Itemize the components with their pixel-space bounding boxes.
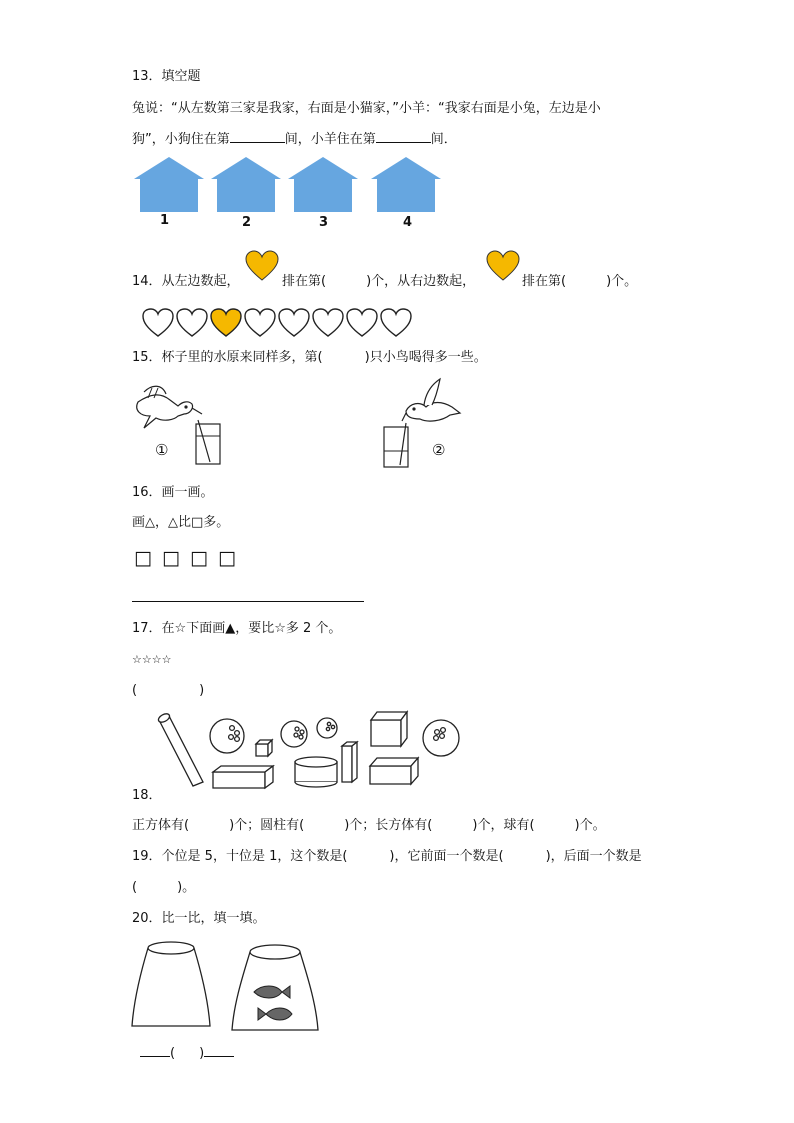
- heart-icon: [279, 309, 309, 336]
- bird-drinking-1: [130, 380, 250, 470]
- house-label-2: 2: [242, 215, 252, 230]
- q20-answer[interactable]: ( ): [140, 1045, 234, 1063]
- q13-blank-sheep[interactable]: [376, 142, 431, 143]
- q16-heading: 16．画一画。: [132, 485, 214, 500]
- q16-answer-line[interactable]: [132, 601, 364, 602]
- q18-number: 18．: [132, 788, 162, 803]
- q14-heart-icon-1: [245, 250, 279, 282]
- heart-icon: [347, 309, 377, 336]
- q14-heart-icon-2: [486, 250, 520, 282]
- q20-heading: 20．比一比，填一填。: [132, 911, 266, 926]
- q17-answer[interactable]: ( ): [132, 683, 205, 698]
- heart-icon: [313, 309, 343, 336]
- heart-row: [142, 308, 422, 338]
- heart-icon: [143, 309, 173, 336]
- bird-drinking-2: [380, 375, 480, 470]
- vases: [130, 938, 330, 1038]
- heart-icon: [381, 309, 411, 336]
- q14-part-b: 排在第( )个，从右边数起，: [282, 274, 476, 289]
- house-row: [0, 155, 794, 235]
- q13-heading: 13．填空题: [132, 69, 201, 84]
- q15-label-2: ②: [432, 441, 446, 459]
- heart-icon: [245, 309, 275, 336]
- q14-part-a: 14．从左边数起，: [132, 274, 240, 289]
- q19-line2: ( )。: [132, 880, 196, 895]
- q19-line1: 19．个位是 5，十位是 1，这个数是( )，它前面一个数是( )，后面一个数是: [132, 849, 642, 864]
- q18-text: 正方体有( )个；圆柱有( )个；长方体有( )个，球有( )个。: [132, 818, 606, 833]
- house-1: [134, 157, 204, 212]
- house-3: [288, 157, 358, 212]
- house-label-1: 1: [160, 213, 170, 228]
- house-4: [371, 157, 441, 212]
- heart-icon: [177, 309, 207, 336]
- q16-squares: □ □ □ □: [134, 547, 238, 569]
- q15-label-1: ①: [155, 441, 169, 459]
- solid-shapes: [155, 708, 475, 793]
- house-2: [211, 157, 281, 212]
- house-label-3: 3: [319, 215, 329, 230]
- q13-line2: 狗”，小狗住在第 间，小羊住在第 间．: [132, 132, 457, 147]
- q17-stars: ☆☆☆☆: [132, 653, 172, 666]
- q17-text: 17．在☆下面画▲，要比☆多 2 个。: [132, 621, 342, 636]
- q13-line1: 兔说：“从左数第三家是我家，右面是小猫家，”小羊：“我家右面是小兔，左边是小: [132, 101, 601, 116]
- house-label-4: 4: [403, 215, 413, 230]
- q13-blank-dog[interactable]: [230, 142, 285, 143]
- heart-icon: [211, 309, 241, 336]
- q16-instruction: 画△，△比□多。: [132, 515, 230, 530]
- q15-text: 15．杯子里的水原来同样多，第( )只小鸟喝得多一些。: [132, 350, 487, 365]
- q14-part-d: 排在第( )个。: [522, 274, 638, 289]
